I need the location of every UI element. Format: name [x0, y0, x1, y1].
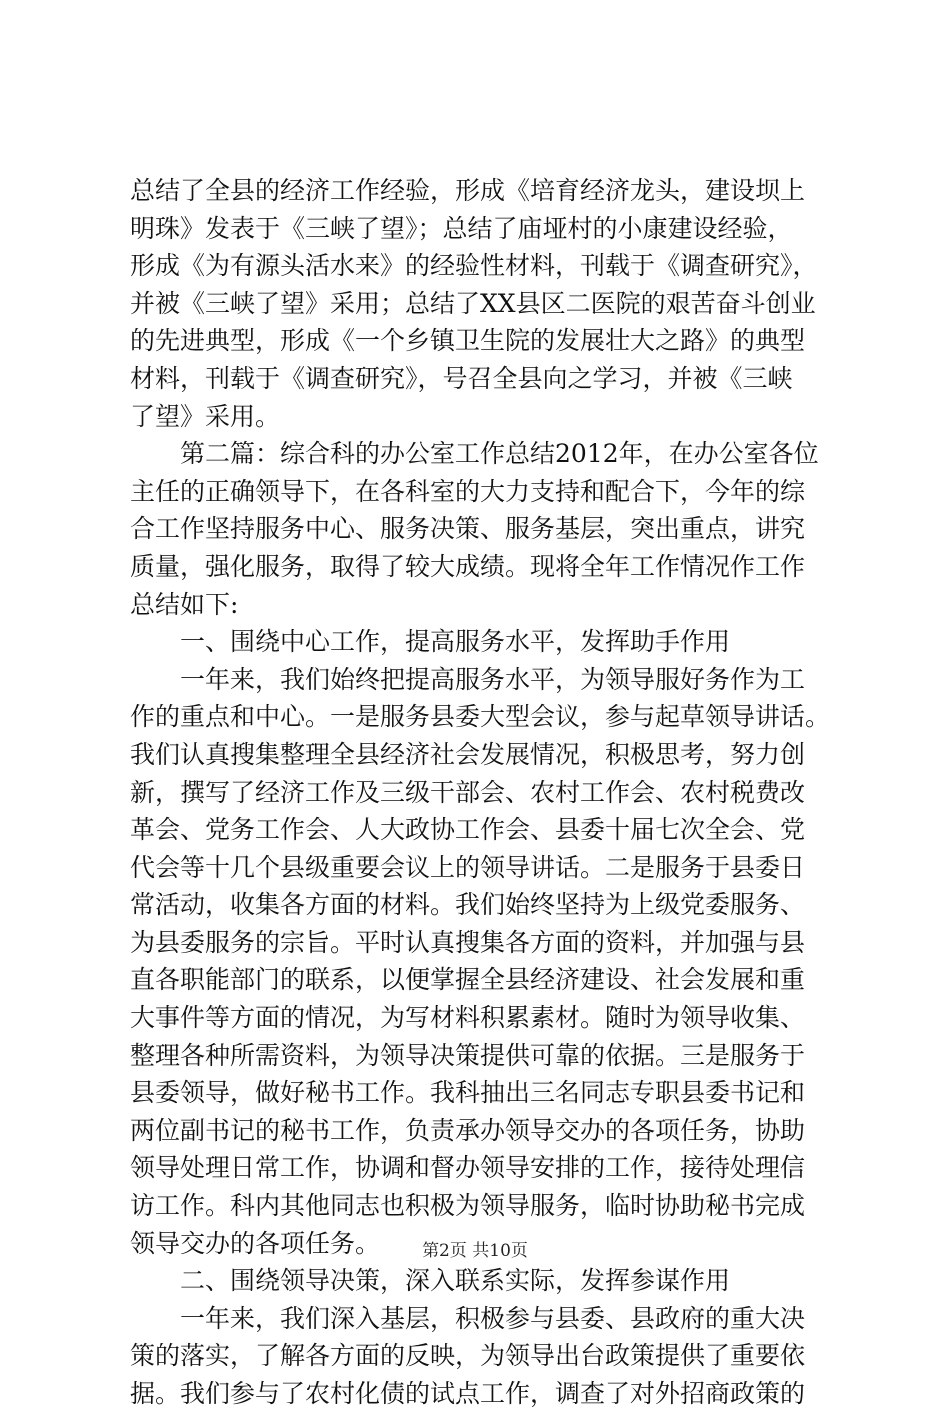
page-footer: 第2页 共10页	[422, 1241, 528, 1261]
document-body	[130, 172, 830, 1413]
text-line: 总结了全县的经济工作经验，形成《培育经济龙头，建设坝上	[130, 176, 806, 205]
text-line: 策的落实，了解各方面的反映，为领导出台政策提供了重要依	[130, 1341, 806, 1371]
text-line: 材料，刊载于《调查研究》，号召全县向之学习，并被《三峡	[130, 363, 793, 393]
text-line: 主任的正确领导下，在各科室的大力支持和配合下，今年的综	[130, 476, 806, 506]
text-line: 领导处理日常工作，协调和督办领导安排的工作，接待处理信	[130, 1153, 806, 1183]
text-line: 合工作坚持服务中心、服务决策、服务基层，突出重点，讲究	[130, 514, 806, 544]
text-line: 质量，强化服务，取得了较大成绩。现将全年工作情况作工作	[130, 551, 806, 581]
text-line: 形成《为有源头活水来》的经验性材料，刊载于《调查研究》，	[130, 251, 818, 281]
text-line: 并被《三峡了望》采用；总结了XX县区二医院的艰苦奋斗创业	[130, 288, 816, 318]
text-line: 的先进典型，形成《一个乡镇卫生院的发展壮大之路》的典型	[130, 326, 806, 356]
section-title-line: 第二篇：综合科的办公室工作总结2012年，在办公室各位	[180, 439, 819, 469]
text-line: 明珠》发表于《三峡了望》；总结了庙垭村的小康建设经验，	[130, 213, 793, 243]
text-line: 新，撰写了经济工作及三级干部会、农村工作会、农村税费改	[130, 777, 806, 807]
text-line: 常活动，收集各方面的材料。我们始终坚持为上级党委服务、	[130, 890, 806, 920]
text-line: 为县委服务的宗旨。平时认真搜集各方面的资料，并加强与县	[130, 927, 806, 957]
text-line: 一年来，我们始终把提高服务水平，为领导服好务作为工	[180, 664, 806, 694]
heading-one: 一、围绕中心工作，提高服务水平，发挥助手作用	[180, 627, 731, 657]
text-line: 革会、党务工作会、人大政协工作会、县委十届七次全会、党	[130, 815, 806, 845]
heading-two: 二、围绕领导决策，深入联系实际，发挥参谋作用	[180, 1266, 731, 1296]
text-line: 代会等十几个县级重要会议上的领导讲话。二是服务于县委日	[130, 852, 806, 882]
text-line: 领导交办的各项任务。	[130, 1228, 381, 1258]
text-line: 直各职能部门的联系，以便掌握全县经济建设、社会发展和重	[130, 965, 806, 995]
text-line: 访工作。科内其他同志也积极为领导服务，临时协助秘书完成	[130, 1191, 806, 1221]
text-line: 了望》采用。	[130, 401, 281, 431]
text-line: 整理各种所需资料，为领导决策提供可靠的依据。三是服务于	[130, 1040, 806, 1070]
text-line: 县委领导，做好秘书工作。我科抽出三名同志专职县委书记和	[130, 1078, 806, 1108]
text-line: 一年来，我们深入基层，积极参与县委、县政府的重大决	[180, 1303, 806, 1333]
text-line: 两位副书记的秘书工作，负责承办领导交办的各项任务，协助	[130, 1115, 806, 1145]
text-line: 大事件等方面的情况，为写材料积累素材。随时为领导收集、	[130, 1003, 806, 1033]
text-line: 作的重点和中心。一是服务县委大型会议，参与起草领导讲话。	[130, 702, 830, 732]
text-line: 总结如下:	[130, 589, 239, 619]
text-line: 我们认真搜集整理全县经济社会发展情况，积极思考，努力创	[130, 739, 806, 769]
text-line: 据。我们参与了农村化债的试点工作，调查了对外招商政策的	[130, 1379, 806, 1408]
